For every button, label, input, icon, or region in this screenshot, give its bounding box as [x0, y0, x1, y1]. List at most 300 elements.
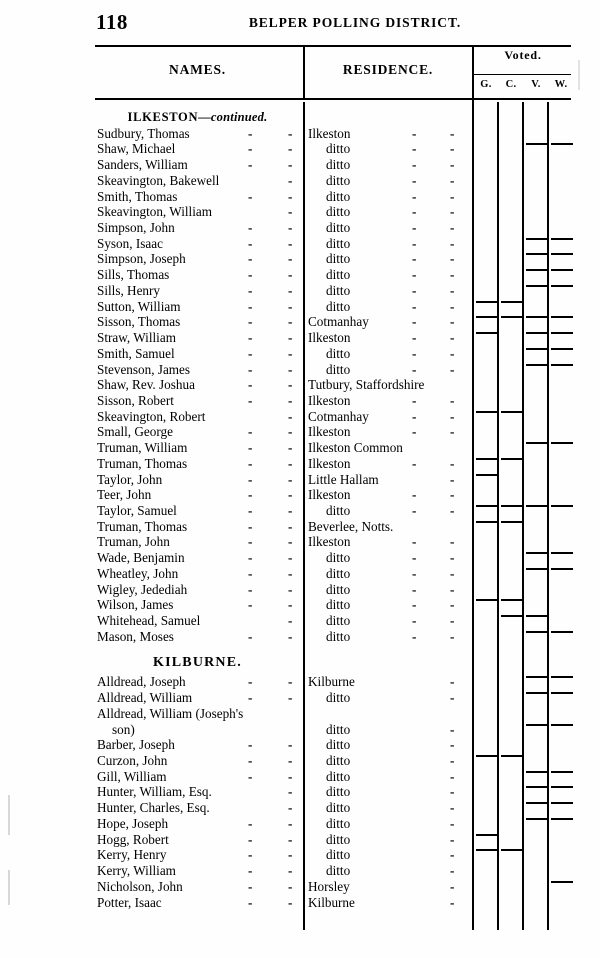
leader-dash: - [288, 534, 293, 550]
voter-name: Gill, William [97, 768, 167, 784]
leader-dash: - [248, 298, 253, 314]
vote-tick-v [526, 692, 548, 694]
leader-dash: - [248, 502, 253, 518]
vote-tick-w [551, 316, 573, 318]
voter-residence: Ilkeston [308, 392, 351, 408]
leader-dash: - [248, 487, 253, 503]
leader-dash: - [288, 125, 293, 141]
leader-dash: - [248, 753, 253, 769]
vote-tick-v [526, 269, 548, 271]
leader-dash: - [450, 424, 455, 440]
vote-tick-v [526, 676, 548, 678]
table-row [0, 534, 600, 550]
leader-dash: - [248, 314, 253, 330]
voter-residence: ditto [326, 550, 351, 566]
table-row [0, 204, 600, 220]
leader-dash: - [450, 361, 455, 377]
voter-name: Sills, Thomas [97, 267, 170, 283]
vote-tick-w [551, 631, 573, 633]
leader-dash: - [450, 565, 455, 581]
leader-dash: - [248, 220, 253, 236]
table-row [0, 424, 600, 440]
vote-tick-g [476, 474, 498, 476]
vote-tick-w [551, 238, 573, 240]
leader-dash: - [248, 440, 253, 456]
voter-name: Sisson, Thomas [97, 314, 181, 330]
leader-dash: - [450, 847, 455, 863]
leader-dash: - [288, 581, 293, 597]
leader-dash: - [288, 408, 293, 424]
leader-dash: - [450, 815, 455, 831]
leader-dash: - [288, 863, 293, 879]
leader-dash: - [450, 455, 455, 471]
voter-residence: ditto [326, 235, 351, 251]
names-residence-divider [303, 47, 305, 98]
voter-name: Stevenson, James [97, 361, 191, 377]
leader-dash: - [288, 737, 293, 753]
voter-name: Hunter, William, Esq. [97, 784, 212, 800]
leader-dash: - [450, 157, 455, 173]
voter-name: Simpson, John [97, 220, 175, 236]
table-row [0, 440, 600, 456]
leader-dash: - [450, 235, 455, 251]
leader-dash: - [288, 878, 293, 894]
vote-tick-v [526, 348, 548, 350]
vote-tick-c [501, 615, 523, 617]
leader-dash: - [248, 768, 253, 784]
leader-dash: - [288, 487, 293, 503]
vote-tick-v [526, 818, 548, 820]
leader-dash: - [450, 220, 455, 236]
leader-dash: - [450, 125, 455, 141]
voter-name: Truman, Thomas [97, 455, 188, 471]
voter-residence: ditto [326, 188, 351, 204]
voter-name: Hogg, Robert [97, 831, 169, 847]
column-header-residence: RESIDENCE. [342, 62, 434, 77]
voter-residence: ditto [326, 721, 351, 737]
voter-name: Hunter, Charles, Esq. [97, 800, 210, 816]
leader-dash: - [412, 282, 417, 298]
leader-dash: - [412, 172, 417, 188]
table-row [0, 487, 600, 503]
vote-subcolumn-w: W. [554, 79, 568, 90]
voted-header-underrule [472, 74, 571, 75]
table-row [0, 330, 600, 346]
table-body [0, 110, 600, 910]
leader-dash: - [450, 502, 455, 518]
voter-name: Simpson, Joseph [97, 251, 186, 267]
voter-residence: ditto [326, 282, 351, 298]
voter-residence: ditto [326, 784, 351, 800]
voter-name: Hope, Joseph [97, 815, 169, 831]
leader-dash: - [450, 534, 455, 550]
leader-dash: - [288, 613, 293, 628]
table-row [0, 832, 600, 848]
leader-dash: - [248, 894, 253, 910]
leader-dash: - [288, 502, 293, 518]
leader-dash: - [288, 392, 293, 408]
leader-dash: - [412, 455, 417, 471]
vote-tick-w [551, 332, 573, 334]
vote-tick-v [526, 505, 548, 507]
voter-name: Mason, Moses [97, 628, 174, 644]
voter-residence: Horsley [308, 878, 350, 894]
leader-dash: - [450, 894, 455, 910]
vote-tick-c [501, 301, 523, 303]
leader-dash: - [248, 361, 253, 377]
leader-dash: - [412, 502, 417, 518]
leader-dash: - [248, 597, 253, 613]
vote-tick-w [551, 143, 573, 145]
leader-dash: - [450, 314, 455, 330]
table-row [0, 816, 600, 832]
voter-name: Curzon, John [97, 753, 168, 769]
voter-name: Sills, Henry [97, 282, 161, 298]
voter-name: Alldread, William (Joseph's [97, 705, 244, 721]
voter-name: Shaw, Rev. Joshua [97, 377, 195, 393]
leader-dash: - [450, 282, 455, 298]
vote-tick-g [476, 458, 498, 460]
voter-name: Kerry, William [97, 863, 176, 879]
page-number: 118 [96, 10, 128, 34]
voter-residence: Ilkeston [308, 534, 351, 550]
leader-dash: - [288, 800, 293, 816]
leader-dash: - [288, 157, 293, 173]
leader-dash: - [248, 863, 253, 879]
running-title: BELPER POLLING DISTRICT. [248, 15, 462, 30]
leader-dash: - [412, 534, 417, 550]
section-heading-label: ILKESTON—continued. [127, 110, 268, 124]
leader-dash: - [288, 674, 293, 690]
voter-residence: ditto [326, 800, 351, 816]
leader-dash: - [450, 581, 455, 597]
leader-dash: - [248, 282, 253, 298]
voter-name: Whitehead, Samuel [97, 613, 201, 628]
leader-dash: - [288, 172, 293, 188]
voter-residence: ditto [326, 361, 351, 377]
leader-dash: - [412, 125, 417, 141]
leader-dash: - [450, 471, 455, 487]
voter-residence: ditto [326, 863, 351, 879]
vote-tick-w [551, 568, 573, 570]
vote-tick-w [551, 348, 573, 350]
leader-dash: - [248, 267, 253, 283]
vote-tick-v [526, 364, 548, 366]
leader-dash: - [450, 251, 455, 267]
leader-dash: - [450, 768, 455, 784]
table-row [0, 629, 600, 645]
vote-tick-v [526, 143, 548, 145]
vote-tick-v [526, 615, 548, 617]
voter-name: Truman, William [97, 440, 188, 456]
vote-tick-w [551, 442, 573, 444]
vote-tick-g [476, 521, 498, 523]
leader-dash: - [288, 440, 293, 456]
voter-residence: Ilkeston [308, 455, 351, 471]
table-row [0, 251, 600, 267]
leader-dash: - [288, 597, 293, 613]
vote-tick-c [501, 411, 523, 413]
leader-dash: - [248, 125, 253, 141]
leader-dash: - [450, 330, 455, 346]
leader-dash: - [248, 188, 253, 204]
leader-dash: - [248, 550, 253, 566]
leader-dash: - [450, 674, 455, 690]
leader-dash: - [288, 628, 293, 644]
table-row [0, 674, 600, 690]
voter-residence: ditto [326, 172, 351, 188]
table-row [0, 879, 600, 895]
leader-dash: - [248, 157, 253, 173]
leader-dash: - [288, 204, 293, 220]
voter-residence: ditto [326, 753, 351, 769]
voter-residence: ditto [326, 220, 351, 236]
vote-tick-g [476, 332, 498, 334]
voter-residence: ditto [326, 565, 351, 581]
leader-dash: - [450, 878, 455, 894]
vote-tick-w [551, 676, 573, 678]
leader-dash: - [450, 392, 455, 408]
section-heading-label: KILBURNE. [153, 655, 242, 671]
vote-tick-g [476, 316, 498, 318]
voter-name: Teer, John [97, 487, 152, 503]
leader-dash: - [288, 471, 293, 487]
vote-tick-w [551, 364, 573, 366]
voter-residence: ditto [326, 141, 351, 157]
vote-tick-g [476, 599, 498, 601]
leader-dash: - [288, 690, 293, 706]
vote-tick-v [526, 631, 548, 633]
vote-tick-c [501, 521, 523, 523]
vote-tick-c [501, 458, 523, 460]
leader-dash: - [248, 392, 253, 408]
table-header-rule [95, 98, 571, 100]
voter-residence: ditto [326, 831, 351, 847]
voter-residence: Ilkeston [308, 330, 351, 346]
table-row [0, 737, 600, 753]
vote-subcolumn-v: V. [531, 79, 541, 90]
leader-dash: - [288, 188, 293, 204]
leader-dash: - [412, 314, 417, 330]
voter-residence: Beverlee, Notts. [308, 518, 394, 534]
voter-name: Truman, John [97, 534, 170, 550]
vote-tick-g [476, 849, 498, 851]
leader-dash: - [248, 581, 253, 597]
vote-tick-w [551, 818, 573, 820]
leader-dash: - [412, 188, 417, 204]
column-header-names: NAMES. [169, 62, 226, 77]
table-row [0, 769, 600, 785]
leader-dash: - [412, 565, 417, 581]
leader-dash: - [248, 815, 253, 831]
leader-dash: - [412, 330, 417, 346]
vote-tick-w [551, 802, 573, 804]
leader-dash: - [248, 345, 253, 361]
voter-residence: Ilkeston [308, 424, 351, 440]
vote-tick-c [501, 505, 523, 507]
voter-residence: ditto [326, 581, 351, 597]
voter-name: Shaw, Michael [97, 141, 176, 157]
table-row [0, 189, 600, 205]
leader-dash: - [412, 487, 417, 503]
leader-dash: - [288, 424, 293, 440]
table-row [0, 784, 600, 800]
voter-name: Sutton, William [97, 298, 181, 314]
leader-dash: - [412, 392, 417, 408]
leader-dash: - [288, 518, 293, 534]
voter-residence: Tutbury, Staffordshire [308, 377, 425, 393]
vote-tick-w [551, 505, 573, 507]
leader-dash: - [412, 628, 417, 644]
running-head [0, 9, 600, 39]
table-row [0, 706, 600, 722]
table-row [0, 503, 600, 519]
table-row [0, 299, 600, 315]
table-row [0, 550, 600, 566]
vote-tick-v [526, 253, 548, 255]
voter-residence: Cotmanhay [308, 314, 369, 330]
vote-tick-w [551, 786, 573, 788]
leader-dash: - [248, 251, 253, 267]
leader-dash: - [412, 298, 417, 314]
leader-dash: - [288, 361, 293, 377]
vote-tick-w [551, 771, 573, 773]
leader-dash: - [450, 628, 455, 644]
leader-dash: - [412, 550, 417, 566]
leader-dash: - [288, 235, 293, 251]
voter-residence: ditto [326, 251, 351, 267]
vote-subcolumn-g: G. [480, 79, 492, 90]
leader-dash: - [288, 815, 293, 831]
leader-dash: - [450, 613, 455, 628]
voter-name: Wade, Benjamin [97, 550, 185, 566]
leader-dash: - [412, 581, 417, 597]
leader-dash: - [288, 784, 293, 800]
vote-tick-w [551, 552, 573, 554]
voter-name: Sanders, William [97, 157, 188, 173]
voter-name: Nicholson, John [97, 878, 183, 894]
voter-name: Skeavington, Bakewell [97, 172, 220, 188]
voter-name: Straw, William [97, 330, 176, 346]
vote-tick-v [526, 724, 548, 726]
leader-dash: - [450, 188, 455, 204]
voter-name: Truman, Thomas [97, 518, 188, 534]
leader-dash: - [450, 597, 455, 613]
vote-subcolumn-c: C. [505, 79, 517, 90]
leader-dash: - [288, 831, 293, 847]
vote-tick-w [551, 253, 573, 255]
vote-tick-v [526, 568, 548, 570]
leader-dash: - [450, 487, 455, 503]
table-row [0, 863, 600, 879]
table-row [0, 613, 600, 629]
leader-dash: - [248, 628, 253, 644]
vote-tick-g [476, 301, 498, 303]
voter-name: Skeavington, Robert [97, 408, 206, 424]
voter-name: Smith, Samuel [97, 345, 175, 361]
vote-tick-v [526, 771, 548, 773]
table-row [0, 362, 600, 378]
voter-residence: ditto [326, 847, 351, 863]
leader-dash: - [248, 471, 253, 487]
leader-dash: - [248, 330, 253, 346]
leader-dash: - [450, 267, 455, 283]
leader-dash: - [412, 613, 417, 628]
voter-name: Alldread, William [97, 690, 193, 706]
leader-dash: - [288, 768, 293, 784]
voter-residence: ditto [326, 157, 351, 173]
vote-tick-v [526, 552, 548, 554]
leader-dash: - [248, 534, 253, 550]
voter-residence: Ilkeston [308, 487, 351, 503]
leader-dash: - [248, 565, 253, 581]
column-header-voted: Voted. [504, 48, 542, 62]
leader-dash: - [288, 377, 293, 393]
table-row [0, 582, 600, 598]
voter-residence: Kilburne [308, 894, 355, 910]
leader-dash: - [248, 424, 253, 440]
leader-dash: - [412, 251, 417, 267]
leader-dash: - [450, 690, 455, 706]
voter-name: Wheatley, John [97, 565, 179, 581]
leader-dash: - [288, 220, 293, 236]
table-row [0, 753, 600, 769]
leader-dash: - [412, 597, 417, 613]
leader-dash: - [412, 408, 417, 424]
table-row [0, 220, 600, 236]
leader-dash: - [288, 847, 293, 863]
vote-tick-c [501, 316, 523, 318]
leader-dash: - [450, 863, 455, 879]
leader-dash: - [450, 737, 455, 753]
table-row [0, 314, 600, 330]
leader-dash: - [450, 298, 455, 314]
leader-dash: - [288, 141, 293, 157]
table-row [0, 236, 600, 252]
vote-tick-w [551, 724, 573, 726]
leader-dash: - [450, 831, 455, 847]
table-row [0, 519, 600, 535]
leader-dash: - [450, 550, 455, 566]
leader-dash: - [248, 878, 253, 894]
vote-tick-g [476, 834, 498, 836]
voter-name: Small, George [97, 424, 173, 440]
table-row [0, 393, 600, 409]
voter-name: Sisson, Robert [97, 392, 174, 408]
leader-dash: - [248, 674, 253, 690]
leader-dash: - [412, 141, 417, 157]
table-row [0, 141, 600, 157]
vote-tick-v [526, 285, 548, 287]
leader-dash: - [248, 831, 253, 847]
vote-tick-v [526, 238, 548, 240]
leader-dash: - [412, 220, 417, 236]
voter-residence: ditto [326, 613, 351, 628]
leader-dash: - [450, 784, 455, 800]
vote-tick-c [501, 849, 523, 851]
leader-dash: - [412, 267, 417, 283]
vote-tick-w [551, 881, 573, 883]
vote-tick-w [551, 285, 573, 287]
leader-dash: - [412, 204, 417, 220]
table-row [0, 173, 600, 189]
table-row [0, 800, 600, 816]
voter-name: Wilson, James [97, 597, 174, 613]
voter-name: Smith, Thomas [97, 188, 178, 204]
leader-dash: - [248, 518, 253, 534]
voter-residence: Cotmanhay [308, 408, 369, 424]
leader-dash: - [288, 565, 293, 581]
